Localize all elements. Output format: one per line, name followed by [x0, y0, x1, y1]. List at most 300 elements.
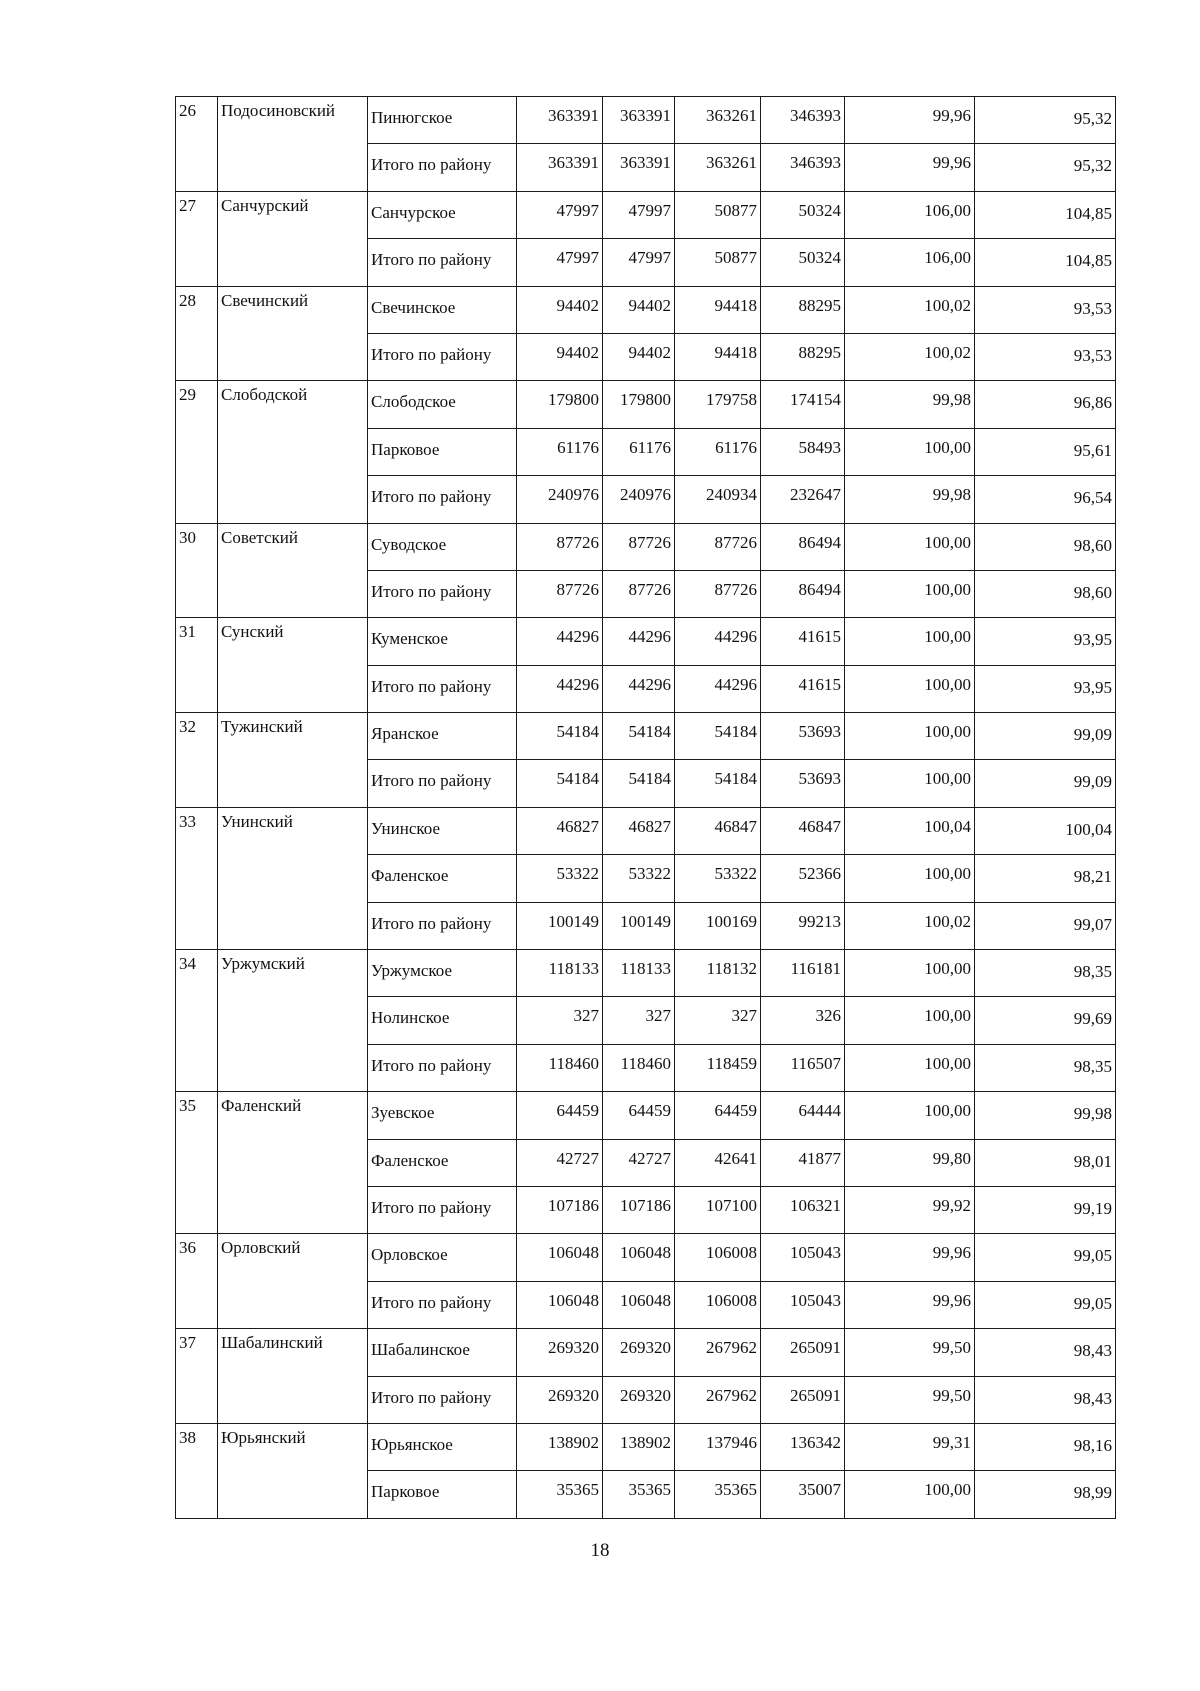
value-cell-c2: [603, 997, 675, 1044]
value-cell-c3: [675, 760, 761, 807]
district-number-cell: [176, 1329, 218, 1424]
value-cell-p2: [975, 239, 1116, 286]
value-cell-c1: [517, 902, 603, 949]
settlement-name-cell: [368, 760, 517, 807]
district-number-cell: [176, 950, 218, 1092]
value-c3: 94418: [714, 342, 757, 362]
value-c4: 346393: [790, 153, 841, 173]
settlement-name: Итого по району: [371, 1197, 492, 1217]
value-c4: 50324: [798, 200, 841, 220]
value-c1: 138902: [548, 1432, 599, 1452]
value-c2: 107186: [620, 1195, 671, 1215]
value-c1: 54184: [556, 769, 599, 789]
value-cell-p1: [845, 476, 975, 523]
value-cell-c3: [675, 381, 761, 428]
value-p2: 95,32: [1073, 156, 1112, 176]
value-cell-p1: [845, 713, 975, 760]
value-c3: 327: [731, 1006, 757, 1026]
district-number: 33: [179, 811, 196, 831]
value-cell-p2: [975, 1471, 1116, 1518]
district-name-cell: [218, 286, 368, 381]
value-cell-p1: [845, 570, 975, 617]
settlement-name-cell: [368, 333, 517, 380]
value-p2: 100,04: [1065, 819, 1112, 839]
value-c2: 363391: [620, 153, 671, 173]
district-name-cell: [218, 191, 368, 286]
value-cell-c1: [517, 1376, 603, 1423]
value-c2: 118460: [620, 1053, 671, 1073]
value-c4: 41877: [798, 1148, 841, 1168]
value-cell-c4: [761, 97, 845, 144]
value-cell-p2: [975, 997, 1116, 1044]
value-c3: 54184: [714, 769, 757, 789]
settlement-name: Итого по району: [371, 771, 492, 791]
value-p1: 99,92: [932, 1195, 971, 1215]
value-c3: 106008: [706, 1243, 757, 1263]
value-cell-p2: [975, 333, 1116, 380]
value-p1: 100,00: [924, 674, 971, 694]
value-p2: 93,53: [1073, 298, 1112, 318]
value-cell-c1: [517, 997, 603, 1044]
district-name: Орловский: [221, 1238, 301, 1258]
settlement-name: Парковое: [371, 439, 440, 459]
value-c4: 52366: [798, 864, 841, 884]
value-cell-c2: [603, 1092, 675, 1139]
value-c4: 35007: [798, 1480, 841, 1500]
value-p2: 99,98: [1073, 1104, 1112, 1124]
value-cell-c4: [761, 997, 845, 1044]
value-cell-c1: [517, 476, 603, 523]
value-c4: 136342: [790, 1432, 841, 1452]
settlement-name-cell: [368, 950, 517, 997]
value-c3: 118132: [706, 959, 757, 979]
settlement-name-cell: [368, 144, 517, 191]
value-cell-c1: [517, 239, 603, 286]
district-number-cell: [176, 523, 218, 618]
district-number-cell: [176, 191, 218, 286]
value-cell-p1: [845, 1471, 975, 1518]
value-c4: 88295: [798, 295, 841, 315]
value-p1: 100,00: [924, 769, 971, 789]
table-row: [176, 97, 1116, 144]
value-c2: 94402: [628, 295, 671, 315]
value-cell-c3: [675, 286, 761, 333]
value-c4: 88295: [798, 342, 841, 362]
value-cell-p1: [845, 286, 975, 333]
value-cell-p2: [975, 428, 1116, 475]
settlement-name: Итого по району: [371, 250, 492, 270]
value-cell-c1: [517, 333, 603, 380]
value-cell-c1: [517, 950, 603, 997]
value-cell-c1: [517, 713, 603, 760]
value-c3: 363261: [706, 153, 757, 173]
district-name: Юрьянский: [221, 1427, 306, 1447]
value-cell-p1: [845, 1092, 975, 1139]
district-name: Санчурский: [221, 195, 309, 215]
settlement-name: Яранское: [371, 724, 439, 744]
district-number: 27: [179, 195, 196, 215]
value-cell-p1: [845, 97, 975, 144]
value-p1: 100,00: [924, 532, 971, 552]
value-cell-c3: [675, 1329, 761, 1376]
value-cell-c2: [603, 1139, 675, 1186]
value-cell-c3: [675, 239, 761, 286]
value-p2: 99,05: [1073, 1246, 1112, 1266]
value-c4: 50324: [798, 248, 841, 268]
settlement-name-cell: [368, 476, 517, 523]
value-cell-c3: [675, 1186, 761, 1233]
value-cell-c1: [517, 191, 603, 238]
value-cell-c3: [675, 1044, 761, 1091]
value-cell-p1: [845, 1234, 975, 1281]
value-p2: 99,07: [1073, 914, 1112, 934]
value-cell-p2: [975, 713, 1116, 760]
value-c3: 363261: [706, 106, 757, 125]
district-number: 26: [179, 101, 196, 120]
value-cell-c4: [761, 1423, 845, 1470]
settlement-name: Шабалинское: [371, 1340, 470, 1360]
settlement-name: Орловское: [371, 1245, 448, 1265]
value-cell-p1: [845, 997, 975, 1044]
value-cell-c3: [675, 1234, 761, 1281]
value-p2: 98,16: [1073, 1435, 1112, 1455]
value-cell-p2: [975, 1234, 1116, 1281]
value-cell-c2: [603, 523, 675, 570]
value-cell-p2: [975, 523, 1116, 570]
value-c4: 232647: [790, 485, 841, 505]
district-name-cell: [218, 807, 368, 949]
value-cell-p1: [845, 760, 975, 807]
value-c2: 35365: [628, 1480, 671, 1500]
district-number: 38: [179, 1427, 196, 1447]
value-cell-p1: [845, 191, 975, 238]
settlement-name-cell: [368, 1423, 517, 1470]
budget-execution-table: [175, 96, 1116, 1519]
value-cell-c1: [517, 807, 603, 854]
value-cell-c4: [761, 1139, 845, 1186]
value-p1: 99,31: [932, 1432, 971, 1452]
value-p1: 99,96: [932, 1290, 971, 1310]
value-c3: 87726: [714, 579, 757, 599]
district-name: Сунский: [221, 622, 284, 642]
value-c4: 41615: [798, 674, 841, 694]
settlement-name-cell: [368, 1186, 517, 1233]
value-cell-c3: [675, 902, 761, 949]
settlement-name: Слободское: [371, 392, 456, 412]
value-c4: 116507: [790, 1053, 841, 1073]
value-p1: 99,98: [932, 390, 971, 410]
value-c1: 47997: [556, 248, 599, 268]
value-cell-p2: [975, 760, 1116, 807]
settlement-name-cell: [368, 1044, 517, 1091]
value-c2: 53322: [628, 864, 671, 884]
value-c2: 106048: [620, 1243, 671, 1263]
value-cell-c2: [603, 381, 675, 428]
value-c1: 64459: [556, 1101, 599, 1121]
district-name: Подосиновский: [221, 101, 336, 120]
value-cell-c1: [517, 1186, 603, 1233]
value-c3: 64459: [714, 1101, 757, 1121]
value-p2: 98,35: [1073, 962, 1112, 982]
value-p2: 98,99: [1073, 1483, 1112, 1503]
value-p2: 96,54: [1073, 488, 1112, 508]
value-p2: 95,32: [1073, 109, 1112, 128]
value-cell-c3: [675, 665, 761, 712]
settlement-name-cell: [368, 807, 517, 854]
value-cell-c2: [603, 760, 675, 807]
value-cell-c2: [603, 1234, 675, 1281]
value-cell-c2: [603, 239, 675, 286]
value-cell-c2: [603, 713, 675, 760]
settlement-name: Нолинское: [371, 1008, 450, 1028]
value-c1: 61176: [557, 437, 599, 457]
value-p1: 99,96: [932, 153, 971, 173]
value-p2: 98,01: [1073, 1151, 1112, 1171]
value-cell-c4: [761, 665, 845, 712]
value-c4: 116181: [790, 959, 841, 979]
settlement-name-cell: [368, 570, 517, 617]
value-cell-p1: [845, 1186, 975, 1233]
value-cell-c4: [761, 191, 845, 238]
value-cell-c2: [603, 807, 675, 854]
value-c4: 105043: [790, 1243, 841, 1263]
value-c1: 118460: [548, 1053, 599, 1073]
settlement-name-cell: [368, 1329, 517, 1376]
district-name-cell: [218, 97, 368, 192]
table-row: [176, 1092, 1116, 1139]
value-c1: 100149: [548, 911, 599, 931]
value-cell-c1: [517, 1139, 603, 1186]
district-name-cell: [218, 618, 368, 713]
value-c3: 87726: [714, 532, 757, 552]
table-row: [176, 618, 1116, 665]
value-c3: 42641: [714, 1148, 757, 1168]
value-cell-p2: [975, 950, 1116, 997]
settlement-name-cell: [368, 713, 517, 760]
settlement-name: Пинюгское: [371, 108, 453, 127]
value-c4: 86494: [798, 579, 841, 599]
settlement-name-cell: [368, 1092, 517, 1139]
value-p1: 100,00: [924, 627, 971, 647]
value-cell-c4: [761, 807, 845, 854]
value-c4: 86494: [798, 532, 841, 552]
value-cell-c1: [517, 570, 603, 617]
value-cell-c3: [675, 713, 761, 760]
value-cell-c3: [675, 807, 761, 854]
value-c4: 346393: [790, 106, 841, 125]
value-cell-c4: [761, 428, 845, 475]
value-cell-c4: [761, 1186, 845, 1233]
value-c3: 54184: [714, 722, 757, 742]
value-cell-c3: [675, 997, 761, 1044]
value-cell-c4: [761, 950, 845, 997]
value-cell-c2: [603, 665, 675, 712]
value-cell-c1: [517, 1281, 603, 1328]
settlement-name: Юрьянское: [371, 1434, 453, 1454]
value-c2: 64459: [628, 1101, 671, 1121]
table-row: [176, 286, 1116, 333]
value-cell-c1: [517, 381, 603, 428]
district-number: 37: [179, 1333, 196, 1353]
value-cell-c2: [603, 855, 675, 902]
value-cell-c4: [761, 239, 845, 286]
settlement-name-cell: [368, 665, 517, 712]
settlement-name-cell: [368, 1376, 517, 1423]
value-p2: 104,85: [1065, 203, 1112, 223]
value-cell-c4: [761, 1092, 845, 1139]
settlement-name: Итого по району: [371, 344, 492, 364]
value-cell-c4: [761, 476, 845, 523]
value-cell-c2: [603, 570, 675, 617]
value-cell-c2: [603, 476, 675, 523]
value-cell-p2: [975, 618, 1116, 665]
table-row: [176, 1423, 1116, 1470]
value-c2: 240976: [620, 485, 671, 505]
value-cell-p2: [975, 1186, 1116, 1233]
district-number: 28: [179, 290, 196, 310]
value-p1: 99,80: [932, 1148, 971, 1168]
district-number: 29: [179, 385, 196, 405]
value-cell-p1: [845, 523, 975, 570]
settlement-name-cell: [368, 381, 517, 428]
value-p1: 100,02: [924, 295, 971, 315]
district-number: 30: [179, 527, 196, 547]
value-c1: 106048: [548, 1290, 599, 1310]
value-cell-p1: [845, 381, 975, 428]
value-cell-c3: [675, 333, 761, 380]
value-cell-c2: [603, 1423, 675, 1470]
district-name-cell: [218, 523, 368, 618]
value-p1: 100,00: [924, 437, 971, 457]
value-p1: 100,02: [924, 342, 971, 362]
value-c1: 94402: [556, 295, 599, 315]
value-cell-p1: [845, 333, 975, 380]
value-p2: 99,19: [1073, 1198, 1112, 1218]
value-cell-c3: [675, 855, 761, 902]
value-cell-c3: [675, 1423, 761, 1470]
district-name: Унинский: [221, 811, 293, 831]
value-cell-c4: [761, 1376, 845, 1423]
value-p1: 100,00: [924, 1101, 971, 1121]
value-cell-c4: [761, 523, 845, 570]
district-name-cell: [218, 1092, 368, 1234]
value-c2: 61176: [629, 437, 671, 457]
settlement-name: Фаленское: [371, 866, 449, 886]
value-p2: 98,21: [1073, 867, 1112, 887]
value-p1: 100,00: [924, 1053, 971, 1073]
value-c3: 179758: [706, 390, 757, 410]
value-cell-p2: [975, 1423, 1116, 1470]
value-cell-c2: [603, 1376, 675, 1423]
table-body: [176, 97, 1116, 1519]
settlement-name-cell: [368, 239, 517, 286]
value-c3: 46847: [714, 816, 757, 836]
value-p2: 98,43: [1073, 1388, 1112, 1408]
value-cell-c4: [761, 713, 845, 760]
value-cell-p2: [975, 191, 1116, 238]
settlement-name: Суводское: [371, 534, 447, 554]
settlement-name: Итого по району: [371, 581, 492, 601]
value-cell-p2: [975, 286, 1116, 333]
value-p1: 100,00: [924, 579, 971, 599]
district-number: 34: [179, 954, 196, 974]
value-cell-p2: [975, 855, 1116, 902]
settlement-name: Унинское: [371, 818, 441, 838]
value-cell-p1: [845, 428, 975, 475]
value-c3: 35365: [714, 1480, 757, 1500]
value-p1: 100,04: [924, 816, 971, 836]
value-cell-p2: [975, 1139, 1116, 1186]
value-cell-c4: [761, 381, 845, 428]
value-p2: 93,53: [1073, 345, 1112, 365]
settlement-name: Свечинское: [371, 297, 456, 317]
value-c1: 106048: [548, 1243, 599, 1263]
value-c2: 100149: [620, 911, 671, 931]
value-cell-p1: [845, 1281, 975, 1328]
value-p1: 99,50: [932, 1338, 971, 1358]
value-cell-p2: [975, 807, 1116, 854]
value-c3: 50877: [714, 200, 757, 220]
table-row: [176, 381, 1116, 428]
district-number: 31: [179, 622, 196, 642]
value-p1: 99,96: [932, 106, 971, 125]
value-cell-p1: [845, 1423, 975, 1470]
value-p1: 100,02: [924, 911, 971, 931]
value-p2: 95,61: [1073, 440, 1112, 460]
value-c4: 265091: [790, 1385, 841, 1405]
value-cell-p2: [975, 144, 1116, 191]
value-cell-c1: [517, 1329, 603, 1376]
value-cell-c2: [603, 1471, 675, 1518]
value-cell-c2: [603, 902, 675, 949]
district-name-cell: [218, 1329, 368, 1424]
value-p2: 98,60: [1073, 535, 1112, 555]
value-cell-p1: [845, 1376, 975, 1423]
value-c1: 46827: [556, 816, 599, 836]
value-cell-c1: [517, 618, 603, 665]
value-cell-p2: [975, 1376, 1116, 1423]
value-p1: 106,00: [924, 200, 971, 220]
value-cell-p1: [845, 855, 975, 902]
value-c4: 58493: [798, 437, 841, 457]
value-c4: 64444: [798, 1101, 841, 1121]
settlement-name-cell: [368, 1139, 517, 1186]
table-row: [176, 1234, 1116, 1281]
table-row: [176, 950, 1116, 997]
value-c1: 118133: [548, 959, 599, 979]
value-c1: 240976: [548, 485, 599, 505]
value-cell-c3: [675, 1092, 761, 1139]
value-c4: 99213: [798, 911, 841, 931]
value-cell-c3: [675, 618, 761, 665]
value-cell-p2: [975, 902, 1116, 949]
district-name: Тужинский: [221, 717, 303, 737]
value-c4: 106321: [790, 1195, 841, 1215]
value-cell-c4: [761, 1471, 845, 1518]
value-c1: 327: [573, 1006, 599, 1026]
value-cell-p2: [975, 1092, 1116, 1139]
table-row: [176, 1329, 1116, 1376]
settlement-name: Уржумское: [371, 961, 453, 981]
value-cell-c3: [675, 1471, 761, 1518]
value-p2: 98,60: [1073, 582, 1112, 602]
district-name: Свечинский: [221, 290, 309, 310]
value-c2: 363391: [620, 106, 671, 125]
value-c2: 94402: [628, 342, 671, 362]
value-cell-p2: [975, 1329, 1116, 1376]
value-cell-p1: [845, 665, 975, 712]
value-c2: 54184: [628, 769, 671, 789]
